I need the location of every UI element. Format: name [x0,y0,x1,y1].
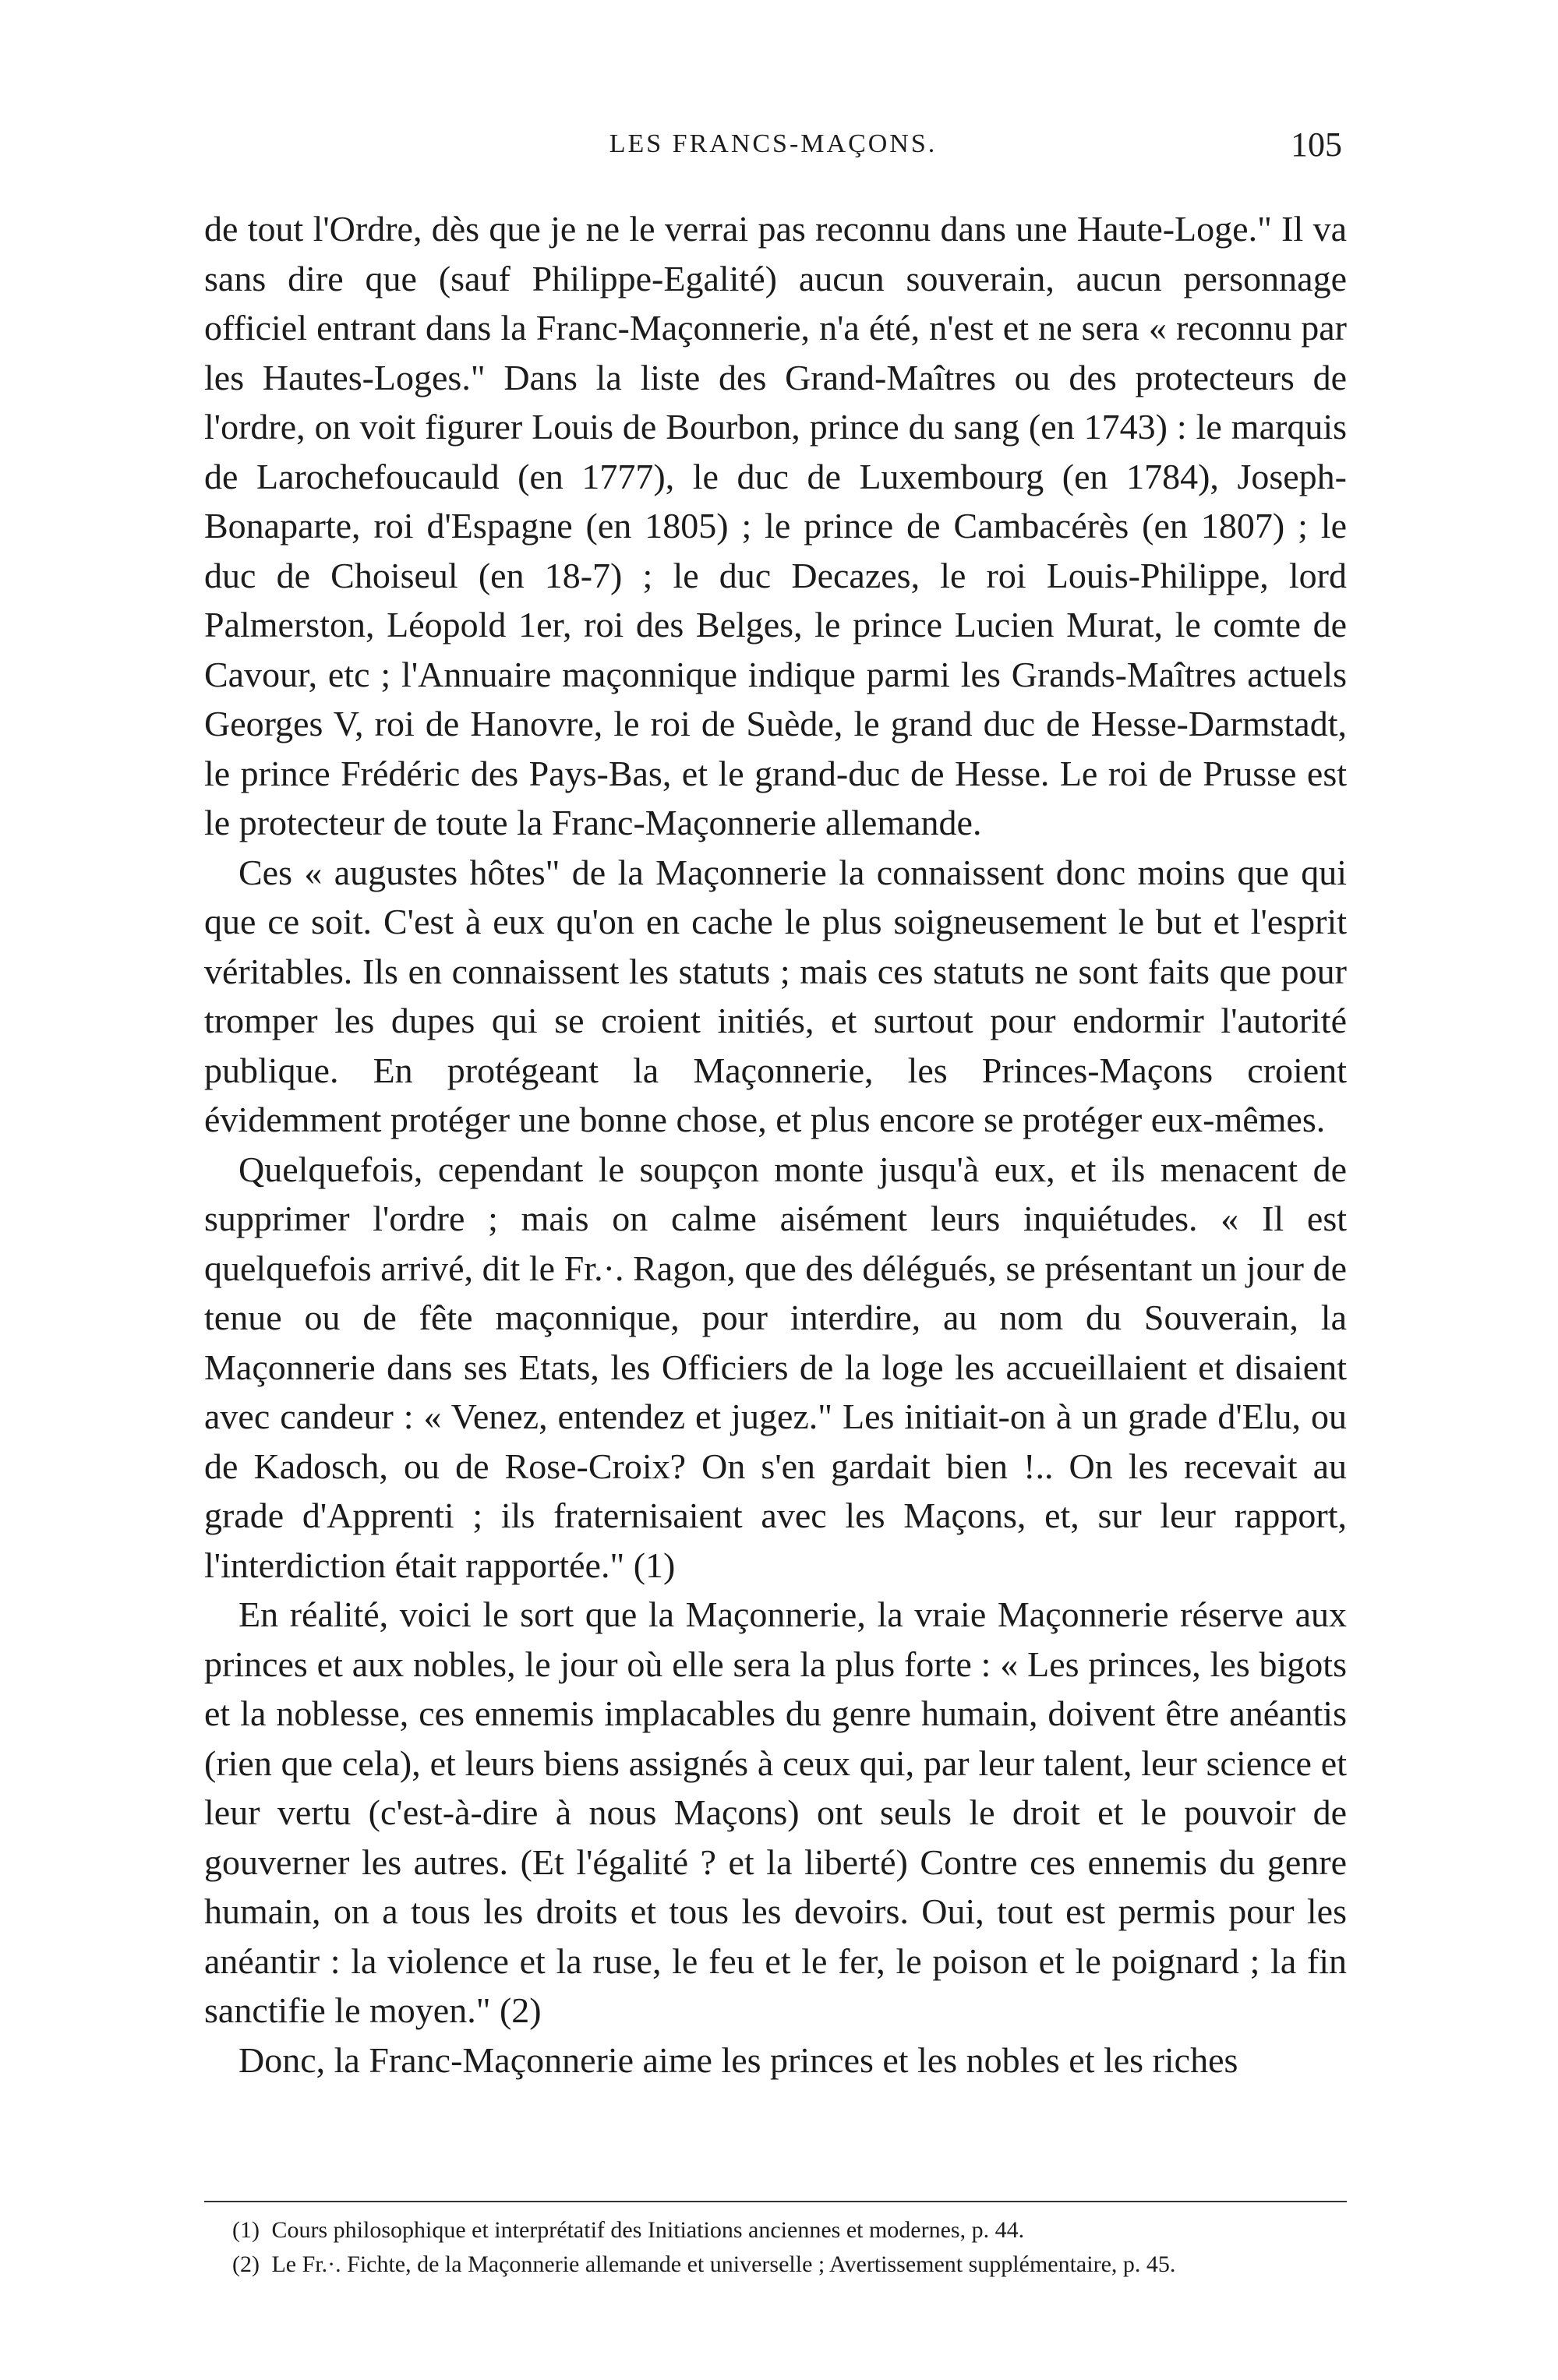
footnote-2-text: Le Fr.·. Fichte, de la Maçonnerie allemande et universelle ; Avertissement supplémentaire, p. 45. [271,2251,1176,2277]
paragraph-3: Quelquefois, cependant le soupçon monte jusqu'à eux, et ils menacent de supprimer l'ordre ; mais on calme aisément leurs inquiétudes. « Il est quelquefois arrivé, dit le Fr.·. Ragon, que des délégués, se présentant un jour de tenue ou de fête maçonnique, pour interdire, au nom du Souverain, la Maçonnerie dans ses Etats, les Officiers de la loge les accueillaient et disaient avec candeur : « Venez, entendez et jugez." Les initiait-on à un grade d'Elu, ou de Kadosch, ou de Rose-Croix? On s'en gardait bien !.. On les recevait au grade d'Apprenti ; ils fraternisaient avec les Maçons, et, sur leur rapport, l'interdiction était rapportée." (1) [204,1149,1347,1585]
running-head [204,125,1342,176]
body-text [204,204,1347,2085]
paragraph-2: Ces « augustes hôtes" de la Maçonnerie la connaissent donc moins que qui que ce soit. C'est à eux qu'on en cache le plus soigneusement le but et l'esprit véritables. Ils en connaissent les statuts ; mais ces statuts ne sont faits que pour tromper les dupes qui se croient initiés, et surtout pour endormir l'autorité publique. En protégeant la Maçonnerie, les Princes-Maçons croient évidemment protéger une bonne chose, et plus encore se protéger eux-mêmes. [204,852,1347,1139]
footnote-1-text: Cours philosophique et interprétatif des Initiations anciennes et modernes, p. 44. [271,2217,1025,2243]
paragraph-4: En réalité, voici le sort que la Maçonnerie, la vraie Maçonnerie réserve aux princes et aux nobles, le jour où elle sera la plus forte : « Les princes, les bigots et la noblesse, ces ennemis implacables du genre humain, doivent être anéantis (rien que cela), et leurs biens assignés à ceux qui, par leur talent, leur science et leur vertu (c'est-à-dire à nous Maçons) ont seuls le droit et le pouvoir de gouverner les autres. (Et l'égalité ? et la liberté) Contre ces ennemis du genre humain, on a tous les droits et tous les devoirs. Oui, tout est permis pour les anéantir : la violence et la ruse, le feu et le fer, le poison et le poignard ; la fin sanctifie le moyen." (2) [204,1594,1347,2030]
running-title: LES FRANCS-MAÇONS. [609,129,938,158]
footnote-2 [204,2248,1347,2282]
footnote-1 [204,2213,1347,2248]
footnote-2-label: (2) [232,2251,260,2277]
footnote-divider [204,2201,1347,2202]
paragraph-5: Donc, la Franc-Maçonnerie aime les princes et les nobles et les riches [238,2039,1238,2080]
footnote-1-label: (1) [232,2217,260,2243]
page-number: 105 [1291,125,1342,164]
footnotes [204,2213,1347,2282]
paragraph-1: de tout l'Ordre, dès que je ne le verrai pas reconnu dans une Haute-Loge." Il va sans dire que (sauf Philippe-Egalité) aucun souverain, aucun personnage officiel entrant dans la Franc-Maçonnerie, n'a été, n'est et ne sera « reconnu par les Hautes-Loges." Dans la liste des Grand-Maîtres ou des protecteurs de l'ordre, on voit figurer Louis de Bourbon, prince du sang (en 1743) : le marquis de Larochefoucauld (en 1777), le duc de Luxembourg (en 1784), Joseph-Bonaparte, roi d'Espagne (en 1805) ; le prince de Cambacérès (en 1807) ; le duc de Choiseul (en 18-7) ; le duc Decazes, le roi Louis-Philippe, lord Palmerston, Léopold 1er, roi des Belges, le prince Lucien Murat, le comte de Cavour, etc ; l'Annuaire maçonnique indique parmi les Grands-Maîtres actuels Georges V, roi de Hanovre, le roi de Suède, le grand duc de Hesse-Darmstadt, le prince Frédéric des Pays-Bas, et le grand-duc de Hesse. Le roi de Prusse est le protecteur de toute la Franc-Maçonnerie allemande. [204,209,1347,842]
